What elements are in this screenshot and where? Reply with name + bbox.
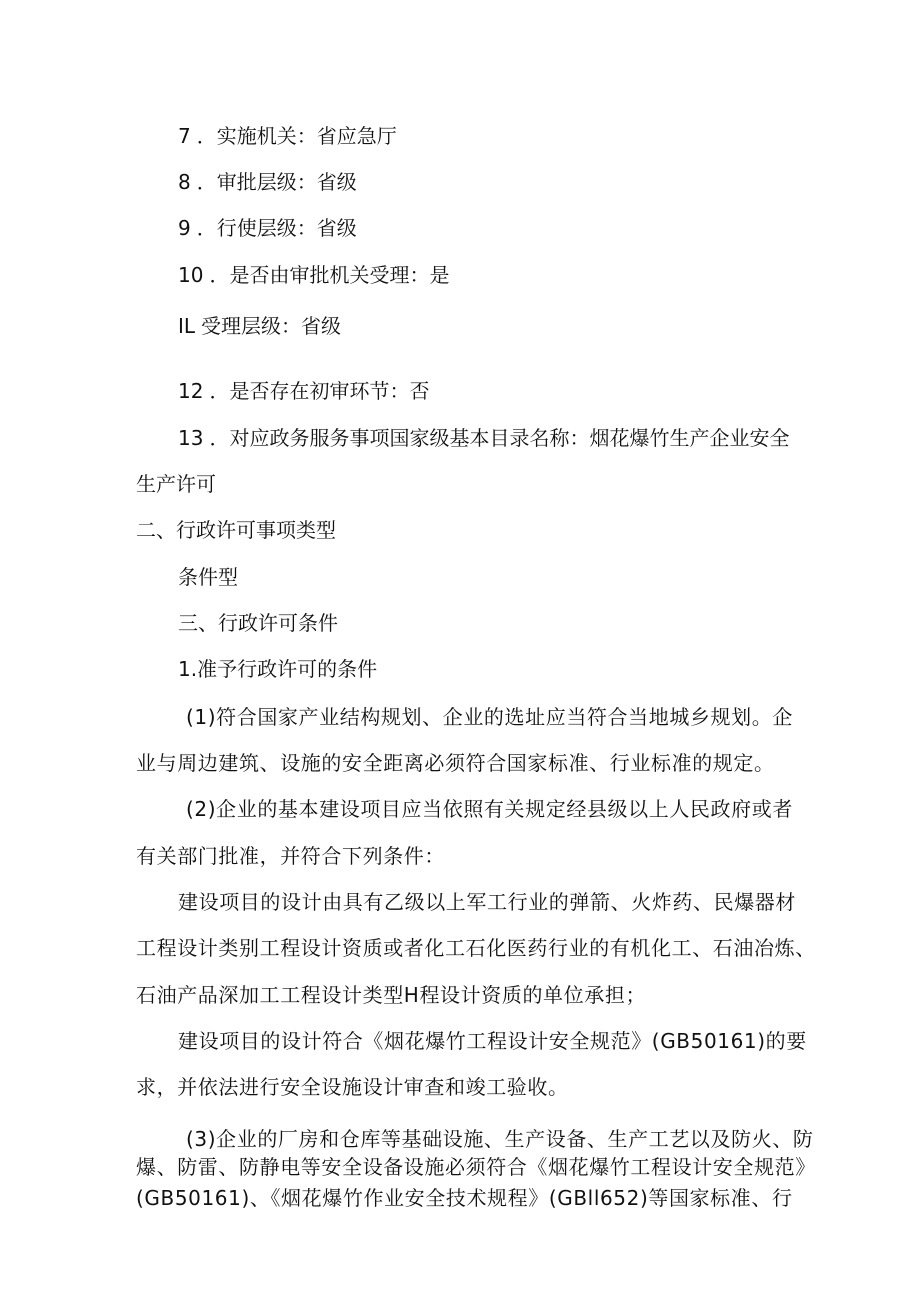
list-item: 9 ．行使层级：省级	[178, 216, 357, 240]
section-heading: 三、行政许可条件	[178, 611, 338, 635]
list-item: IL 受理层级：省级	[178, 314, 342, 338]
paragraph-line: (GB50161)、《烟花爆竹作业安全技术规程》(GBll652)等国家标准、行	[136, 1186, 793, 1210]
paragraph-line: 有关部门批准，并符合下列条件：	[136, 844, 445, 868]
section-body: 条件型	[178, 565, 238, 589]
list-item: 12 ．是否存在初审环节：否	[178, 379, 430, 403]
list-item: 10 ．是否由审批机关受理：是	[178, 263, 450, 287]
paragraph-line: (3)企业的厂房和仓库等基础设施、生产设备、生产工艺以及防火、防	[186, 1127, 814, 1151]
paragraph-line: 石油产品深加工工程设计类型H程设计资质的单位承担；	[136, 983, 647, 1007]
paragraph-line: 工程设计类别工程设计资质或者化工石化医药行业的有机化工、石油冶炼、	[136, 936, 816, 960]
list-item: 8 ．审批层级：省级	[178, 170, 357, 194]
paragraph-line: (2)企业的基本建设项目应当依照有关规定经县级以上人民政府或者	[186, 797, 793, 821]
paragraph-line: 爆、防雷、防静电等安全设备设施必须符合《烟花爆竹工程设计安全规范》	[136, 1155, 816, 1179]
paragraph-line: (1)符合国家产业结构规划、企业的选址应当符合当地城乡规划。企	[186, 705, 793, 729]
paragraph-line: 建设项目的设计符合《烟花爆竹工程设计安全规范》(GB50161)的要	[178, 1029, 807, 1053]
paragraph-line: 建设项目的设计由具有乙级以上军工行业的弹箭、火炸药、民爆器材	[178, 890, 796, 914]
section-heading: 二、行政许可事项类型	[136, 518, 336, 542]
list-item: 7 ．实施机关：省应急厅	[178, 124, 397, 148]
paragraph-line: 业与周边建筑、设施的安全距离必须符合国家标准、行业标准的规定。	[136, 751, 775, 775]
subsection-heading: 1.准予行政许可的条件	[178, 657, 378, 681]
paragraph-line: 求，并依法进行安全设施设计审查和竣工验收。	[136, 1075, 569, 1099]
list-item-continuation: 生产许可	[136, 472, 216, 496]
list-item: 13 ．对应政务服务事项国家级基本目录名称：烟花爆竹生产企业安全	[178, 426, 790, 450]
